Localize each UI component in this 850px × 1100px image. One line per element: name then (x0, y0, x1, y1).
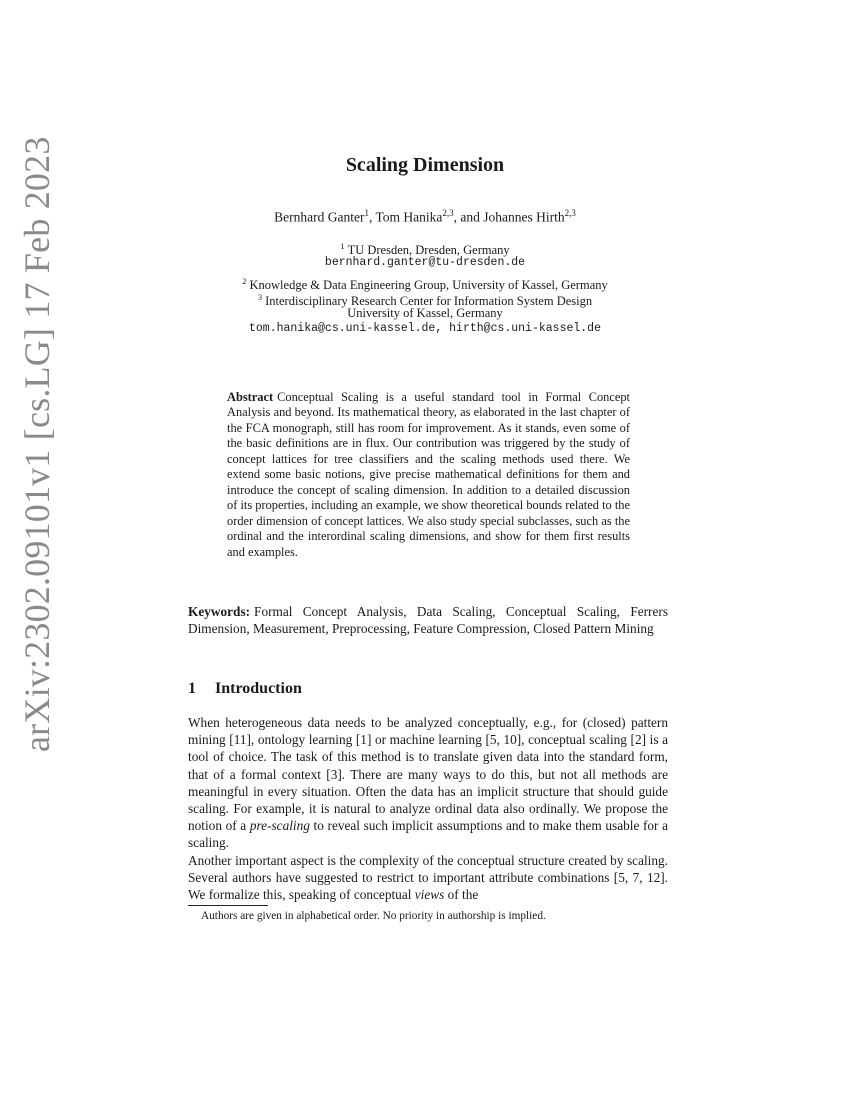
author-name: Tom Hanika (375, 209, 443, 225)
introduction-body (188, 714, 668, 903)
abstract-text: Conceptual Scaling is a useful standard tool in Formal Concept Analysis and beyond. Its mathematical theory, as elaborated in the last chapter of the FCA monograph, still has room for improvement. As it stands, even some of the basic definitions are in flux. Our contribution was triggered by the study of concept lattices for tree classifiers and the scaling methods used there. We extend some basic notions, give precise mathematical definitions for them and introduce the concept of scaling dimension. In addition to a detailed discussion of its properties, including an example, we show theoretical bounds related to the order dimension of concept lattices. We also study special subclasses, such as the ordinal and the interordinal scaling dimensions, and show for them first results and examples. (227, 390, 630, 559)
emphasized-term: pre-scaling (249, 818, 310, 834)
paragraph-text: Another important aspect is the complexity of the conceptual structure created by scaling. Several authors have suggested to restrict to important attribute combinations [5, 7, 12]. We formalize this, speaking of conceptual (188, 852, 668, 903)
emphasized-term: views (414, 887, 445, 903)
abstract-label: Abstract (227, 390, 274, 404)
paragraph (188, 852, 668, 904)
author-separator: , (368, 209, 376, 225)
keywords-text: Formal Concept Analysis, Data Scaling, Conceptual Scaling, Ferrers Dimension, Measurement, Preprocessing, Feature Compression, Closed Pattern Mining (188, 604, 668, 636)
affiliation-mark: 2 (242, 276, 247, 286)
author-name: Bernhard Ganter (274, 209, 365, 225)
affiliation-text: Interdisciplinary Research Center for Information System Design (265, 294, 593, 309)
affiliation-emails (0, 321, 850, 337)
author-name: Johannes Hirth (483, 209, 565, 225)
author-affiliation-mark: 1 (364, 208, 369, 218)
affiliation-text: TU Dresden, Dresden, Germany (347, 243, 510, 258)
affiliation-text: Knowledge & Data Engineering Group, University of Kassel, Germany (249, 278, 608, 293)
footnote-rule (188, 905, 268, 906)
email-link[interactable]: tom.hanika@cs.uni-kassel.de (249, 322, 436, 335)
keywords (188, 603, 668, 637)
paragraph-text: to reveal such implicit assumptions and to make them usable for a scaling. (188, 818, 669, 851)
section-number: 1 (188, 680, 196, 697)
affiliation-3-line-2: University of Kassel, Germany (347, 306, 503, 320)
footnote-text: Authors are given in alphabetical order. No priority in authorship is implied. (201, 910, 546, 922)
keywords-label: Keywords: (188, 604, 251, 619)
arxiv-identifier-stamp: arXiv:2302.09101v1 [cs.LG] 17 Feb 2023 (17, 136, 57, 752)
author-separator: , and (453, 209, 484, 225)
section-heading (188, 680, 302, 698)
footnote (188, 909, 668, 923)
paragraph-text: When heterogeneous data needs to be analyzed conceptually, e.g., for (closed) pattern mining [11], ontology learning [1] or machine learning [5, 10], conceptual scaling [2] is a tool of choice. The task of this method is to translate given data into the standard form, that of a formal context [3]. There are many ways to do this, but not all methods are meaningful in every situation. Often the data has an implicit structure that should guide scaling. For example, it is natural to analyze ordinal data also ordinally. We propose the notion of a (188, 715, 668, 834)
affiliation-1-email[interactable]: bernhard.ganter@tu-dresden.de (324, 256, 526, 269)
affiliation-mark: 3 (257, 292, 263, 302)
author-affiliation-mark: 2,3 (564, 208, 576, 218)
affiliation-mark: 1 (340, 241, 345, 251)
author-affiliation-mark: 2,3 (442, 208, 454, 218)
email-link[interactable]: hirth@cs.uni-kassel.de (449, 322, 601, 335)
abstract (227, 390, 630, 560)
section-title: Introduction (215, 680, 302, 697)
paragraph-text: of the (444, 887, 479, 903)
paper-title: Scaling Dimension (345, 154, 505, 176)
paragraph (188, 714, 668, 852)
email-separator: , (435, 322, 450, 335)
author-list (0, 208, 850, 226)
